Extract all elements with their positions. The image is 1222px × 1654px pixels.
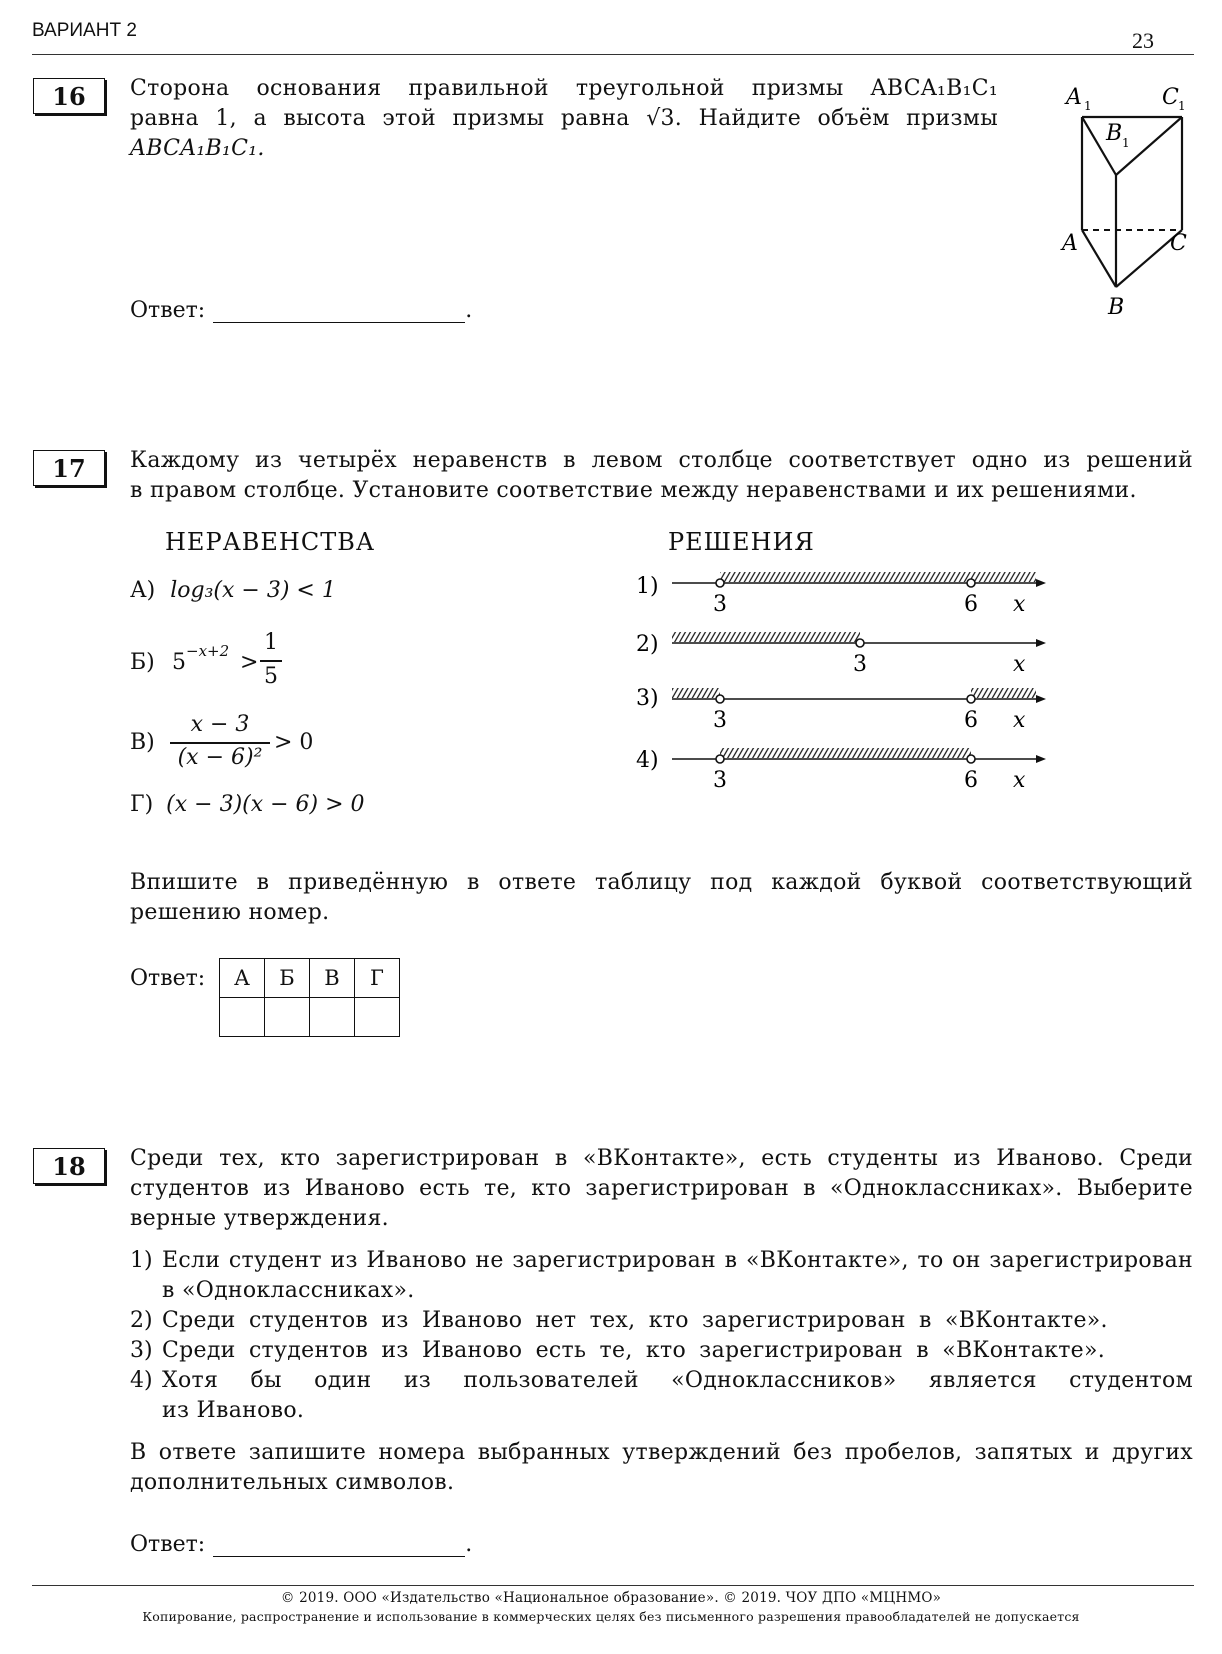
- solution-label-3: 3): [636, 686, 659, 711]
- page-number: 23: [1132, 28, 1154, 53]
- answer-line[interactable]: [213, 1536, 465, 1557]
- solution-label-1: 1): [636, 574, 659, 599]
- power-exponent: −x+2: [186, 642, 230, 660]
- task17-instruction-line1: Впишите в приведённую в ответе таблицу под каждой буквой соответствующий: [130, 870, 1193, 895]
- task16-text-line1: Сторона основания правильной треугольной призмы ABCA₁B₁C₁: [130, 76, 998, 101]
- hatch-region-4: [720, 748, 971, 758]
- edge-ab: [1082, 230, 1116, 287]
- tick-label: 3: [713, 592, 727, 617]
- tick-label: 6: [964, 592, 978, 617]
- inequality-expr: (x − 3)(x − 6) > 0: [166, 792, 365, 817]
- statement-number: 3): [130, 1338, 153, 1363]
- inequality-label: Г): [130, 792, 154, 817]
- inequality-expr: log₃(x − 3) < 1: [170, 578, 336, 603]
- hatch-region-3a: [672, 688, 720, 698]
- label-b1: B: [1106, 121, 1123, 146]
- task18-instruction-line2: дополнительных символов.: [130, 1470, 455, 1495]
- header-divider: [32, 54, 1194, 55]
- axis-arrow-1: [1036, 579, 1046, 587]
- statement-number: 4): [130, 1368, 153, 1393]
- label-c1-sub: 1: [1178, 99, 1186, 113]
- answer-table-header: А: [220, 959, 265, 998]
- task18-text-line1: Среди тех, кто зарегистрирован в «ВКонтакте», есть студенты из Иваново. Среди: [130, 1146, 1193, 1171]
- task-number-18: 18: [33, 1148, 105, 1184]
- hatch-region-1: [720, 572, 1036, 582]
- answer-label: Ответ:: [130, 1532, 206, 1557]
- relation: > 0: [274, 730, 314, 755]
- label-c: C: [1170, 231, 1187, 256]
- answer-cell-g[interactable]: [355, 998, 400, 1037]
- axis-arrow-2: [1036, 639, 1046, 647]
- hatch-region-3b: [971, 688, 1036, 698]
- statement-text: Хотя бы один из пользователей «Одноклассников» является студентом: [162, 1368, 1193, 1393]
- inequality-label: Б): [130, 650, 155, 675]
- solutions-header: РЕШЕНИЯ: [668, 528, 815, 556]
- inequality-a: [130, 578, 336, 603]
- task18-text-line3: верные утверждения.: [130, 1206, 389, 1231]
- open-point-3: [856, 639, 864, 647]
- answer-line[interactable]: [213, 302, 465, 323]
- inequality-label: В): [130, 730, 155, 755]
- tick-label: 6: [964, 708, 978, 733]
- statement-2: [130, 1306, 1193, 1336]
- task18-text-line2: студентов из Иваново есть те, кто зарегистрирован в «Одноклассниках». Выберите: [130, 1176, 1193, 1201]
- open-point-6: [967, 755, 975, 763]
- statement-1: [130, 1246, 1193, 1306]
- task16-text-line2: равна 1, а высота этой призмы равна √3. Найдите объём призмы: [130, 106, 998, 131]
- solutions-figure: [630, 560, 1050, 800]
- label-b1-sub: 1: [1122, 136, 1130, 150]
- prism-figure: [1050, 80, 1200, 320]
- inequalities-header: НЕРАВЕНСТВА: [165, 528, 376, 556]
- open-point-3: [716, 579, 724, 587]
- task17-answer-label: Ответ:: [130, 966, 206, 991]
- statement-number: 1): [130, 1248, 153, 1273]
- label-b: B: [1108, 295, 1125, 320]
- axis-var: x: [1013, 592, 1026, 617]
- open-point-6: [967, 579, 975, 587]
- tick-label: 3: [713, 768, 727, 793]
- task16-answer: Ответ: .: [130, 298, 473, 323]
- solution-label-2: 2): [636, 632, 659, 657]
- label-a: A: [1062, 231, 1078, 256]
- open-point-6: [967, 695, 975, 703]
- variant-label: ВАРИАНТ 2: [32, 20, 137, 41]
- task-number-16: 16: [33, 78, 105, 114]
- fraction-numerator: x − 3: [190, 712, 250, 737]
- relation: >: [240, 650, 259, 675]
- statement-text-cont: из Иваново.: [162, 1398, 305, 1423]
- statement-text: Среди студентов из Иваново нет тех, кто зарегистрирован в «ВКонтакте».: [162, 1308, 1108, 1333]
- footer-notice: Копирование, распространение и использование в коммерческих целях без письменного разрешения правообладателей не допускается: [142, 1609, 1080, 1624]
- statement-4: [130, 1366, 1193, 1426]
- footer-copyright: © 2019. ООО «Издательство «Национальное образование». © 2019. ЧОУ ДПО «МЦНМО»: [280, 1590, 942, 1606]
- task16-text-line3: ABCA₁B₁C₁.: [130, 136, 265, 161]
- answer-table: [219, 958, 400, 1037]
- power-base: 5: [172, 650, 186, 675]
- task18-instruction-line1: В ответе запишите номера выбранных утверждений без пробелов, запятых и других: [130, 1440, 1193, 1465]
- statement-text: Среди студентов из Иваново есть те, кто зарегистрирован в «ВКонтакте».: [162, 1338, 1106, 1363]
- hatch-region-2: [672, 632, 860, 642]
- statement-text: Если студент из Иваново не зарегистрирован в «ВКонтакте», то он зарегистрирован: [162, 1248, 1193, 1273]
- tick-label: 3: [713, 708, 727, 733]
- tick-label: 3: [853, 652, 867, 677]
- open-point-3: [716, 755, 724, 763]
- label-a1-sub: 1: [1084, 99, 1092, 113]
- open-point-3: [716, 695, 724, 703]
- statement-text-cont: в «Одноклассниках».: [162, 1278, 415, 1303]
- fraction-denominator: (x − 6)²: [177, 745, 263, 770]
- label-a1: A: [1066, 85, 1082, 110]
- task17-text-line2: в правом столбце. Установите соответствие между неравенствами и их решениями.: [130, 478, 1137, 503]
- axis-var: x: [1013, 708, 1026, 733]
- solution-label-4: 4): [636, 748, 659, 773]
- task-number-17: 17: [33, 450, 105, 486]
- axis-var: x: [1013, 652, 1026, 677]
- axis-var: x: [1013, 768, 1026, 793]
- task17-text-line1: Каждому из четырёх неравенств в левом столбце соответствует одно из решений: [130, 448, 1193, 473]
- axis-arrow-4: [1036, 755, 1046, 763]
- footer-divider: [32, 1585, 1194, 1586]
- answer-cell-b[interactable]: [265, 998, 310, 1037]
- answer-table-header: Б: [265, 959, 310, 998]
- statement-3: [130, 1336, 1193, 1366]
- fraction-denominator: 5: [264, 664, 278, 689]
- answer-cell-a[interactable]: [220, 998, 265, 1037]
- inequality-g: [130, 792, 365, 817]
- answer-table-header: В: [310, 959, 355, 998]
- statement-number: 2): [130, 1308, 153, 1333]
- fraction-numerator: 1: [264, 630, 278, 655]
- fraction-bar: [260, 660, 282, 662]
- task18-answer: Ответ: .: [130, 1532, 473, 1557]
- label-c1: C: [1162, 85, 1179, 110]
- inequality-label: А): [130, 578, 156, 603]
- tick-label: 6: [964, 768, 978, 793]
- task17-instruction-line2: решению номер.: [130, 900, 330, 925]
- answer-table-header: Г: [355, 959, 400, 998]
- statement-list: [130, 1246, 1193, 1426]
- fraction-bar: [170, 742, 270, 744]
- answer-cell-v[interactable]: [310, 998, 355, 1037]
- answer-label: Ответ:: [130, 298, 206, 323]
- axis-arrow-3: [1036, 695, 1046, 703]
